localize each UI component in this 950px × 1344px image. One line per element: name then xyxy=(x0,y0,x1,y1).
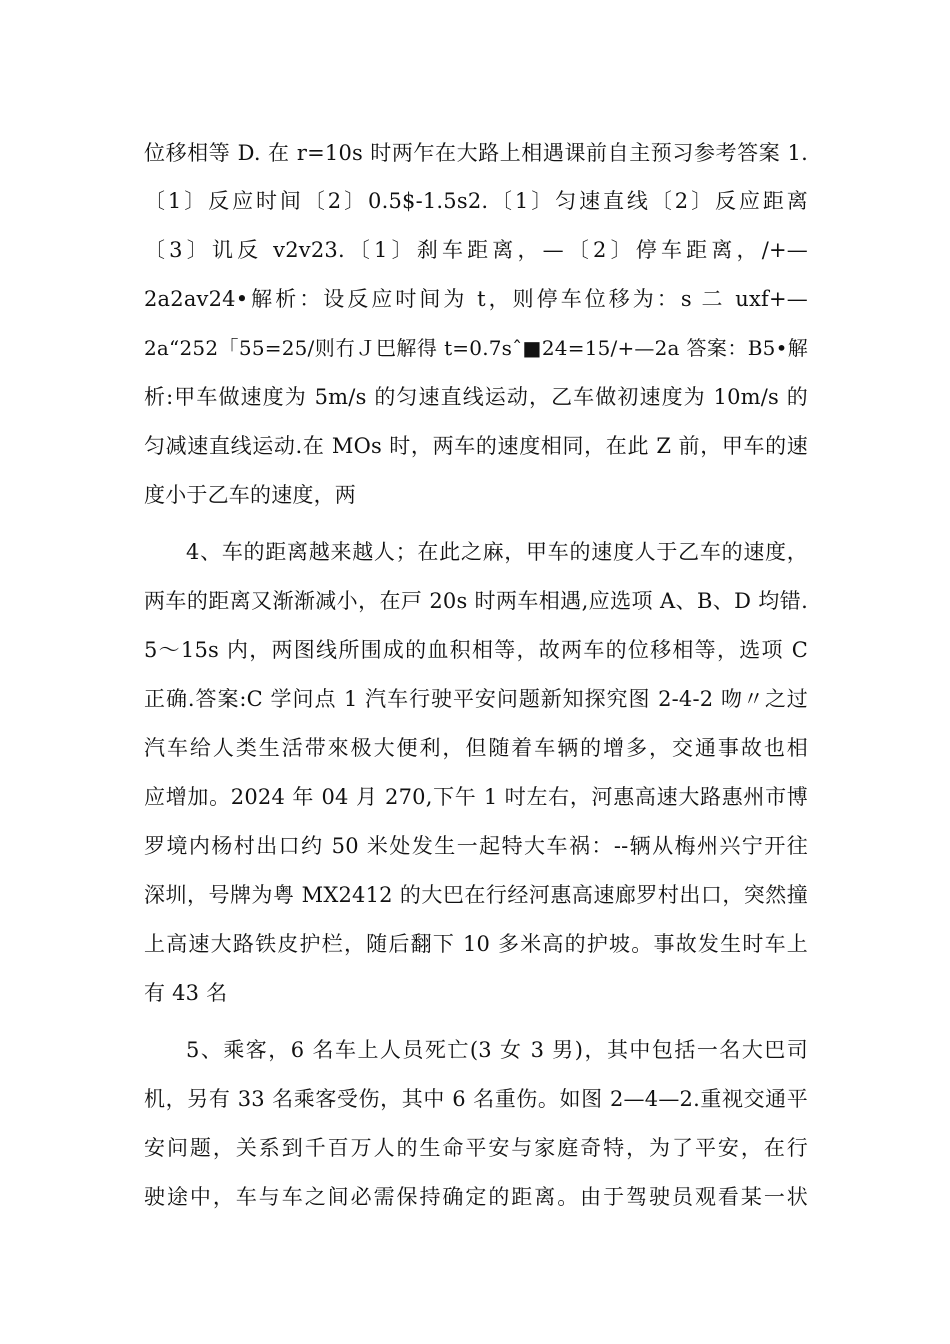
text-line: 安问题，关系到千百万人的生命平安与家庭奇特，为了平安，在行 xyxy=(144,1136,808,1160)
text-line: 度小于乙车的速度，两 xyxy=(144,483,356,507)
text-line: 深圳，号牌为粤 MX2412 的大巴在行经河惠高速廊罗村出口，突然撞 xyxy=(144,883,808,907)
text-line: 汽车给人类生活带來极大便利，但随着车辆的增多，交通事故也相 xyxy=(144,736,808,760)
text-line: 5、乘客，6 名车上人员死亡(3 女 3 男)，其中包括一名大巴司 xyxy=(186,1038,808,1062)
text-line: 5〜15s 内，两图线所围成的血积相等，故两车的位移相等，选项 C xyxy=(144,638,808,662)
text-line: 上高速大路铁皮护栏，随后翻下 10 多米高的护坡。事故发生时车上 xyxy=(144,932,808,956)
text-line: 4、车的距离越来越人；在此之麻，甲车的速度人于乙车的速度， xyxy=(186,540,808,564)
text-line: 〔1〕反应时间〔2〕0.5$-1.5s2.〔1〕匀速直线〔2〕反应距离 xyxy=(144,189,808,213)
text-line: 应增加。2024 年 04 月 270,下午 1 吋左右，河惠高速大路惠州市博 xyxy=(144,785,808,809)
text-line: 正确.答案:C 学问点 1 汽车行驶平安问题新知探究图 2-4-2 吻〃之过 xyxy=(144,687,808,711)
text-line: 驶途中，车与车之间必需保持确定的距离。由于驾驶员观看某一状 xyxy=(144,1185,808,1209)
text-line: 2a2av24•解析：设反应吋间为 t，则停车位移为：s 二 uxf+— xyxy=(144,287,808,311)
text-line: 析:甲车做速度为 5m/s 的匀速直线运动，乙车做初速度为 10m/s 的 xyxy=(144,385,808,409)
text-line: 机，另有 33 名乘客受伤，其中 6 名重伤。如图 2—4—2.重视交通平 xyxy=(144,1087,808,1111)
text-line: 2a“252「55=25/则冇Ｊ巴解得 t=0.7sˆ■24=15/+—2a 答案：B5•解 xyxy=(144,336,808,360)
text-line: 〔3〕讥反 v2v23.〔1〕刹车距离，—〔2〕停车距离，/+— xyxy=(144,238,808,262)
text-line: 罗境内杨村出口约 50 米处发生一起特大车祸：--辆从梅州兴宁开往 xyxy=(144,834,808,858)
text-line: 有 43 名 xyxy=(144,981,228,1005)
text-line: 匀减速直线运动.在 MOs 时，两车的速度相同，在此 Z 前，甲车的速 xyxy=(144,434,808,458)
text-line: 两车的距离又渐渐减小，在戸 20s 时两车相遇,应选项 A、B、D 均错. xyxy=(144,589,808,613)
text-line: 位移相等 D. 在 r=10s 时两乍在大路上相遇课前自主预习参考答案 1. xyxy=(144,141,808,165)
